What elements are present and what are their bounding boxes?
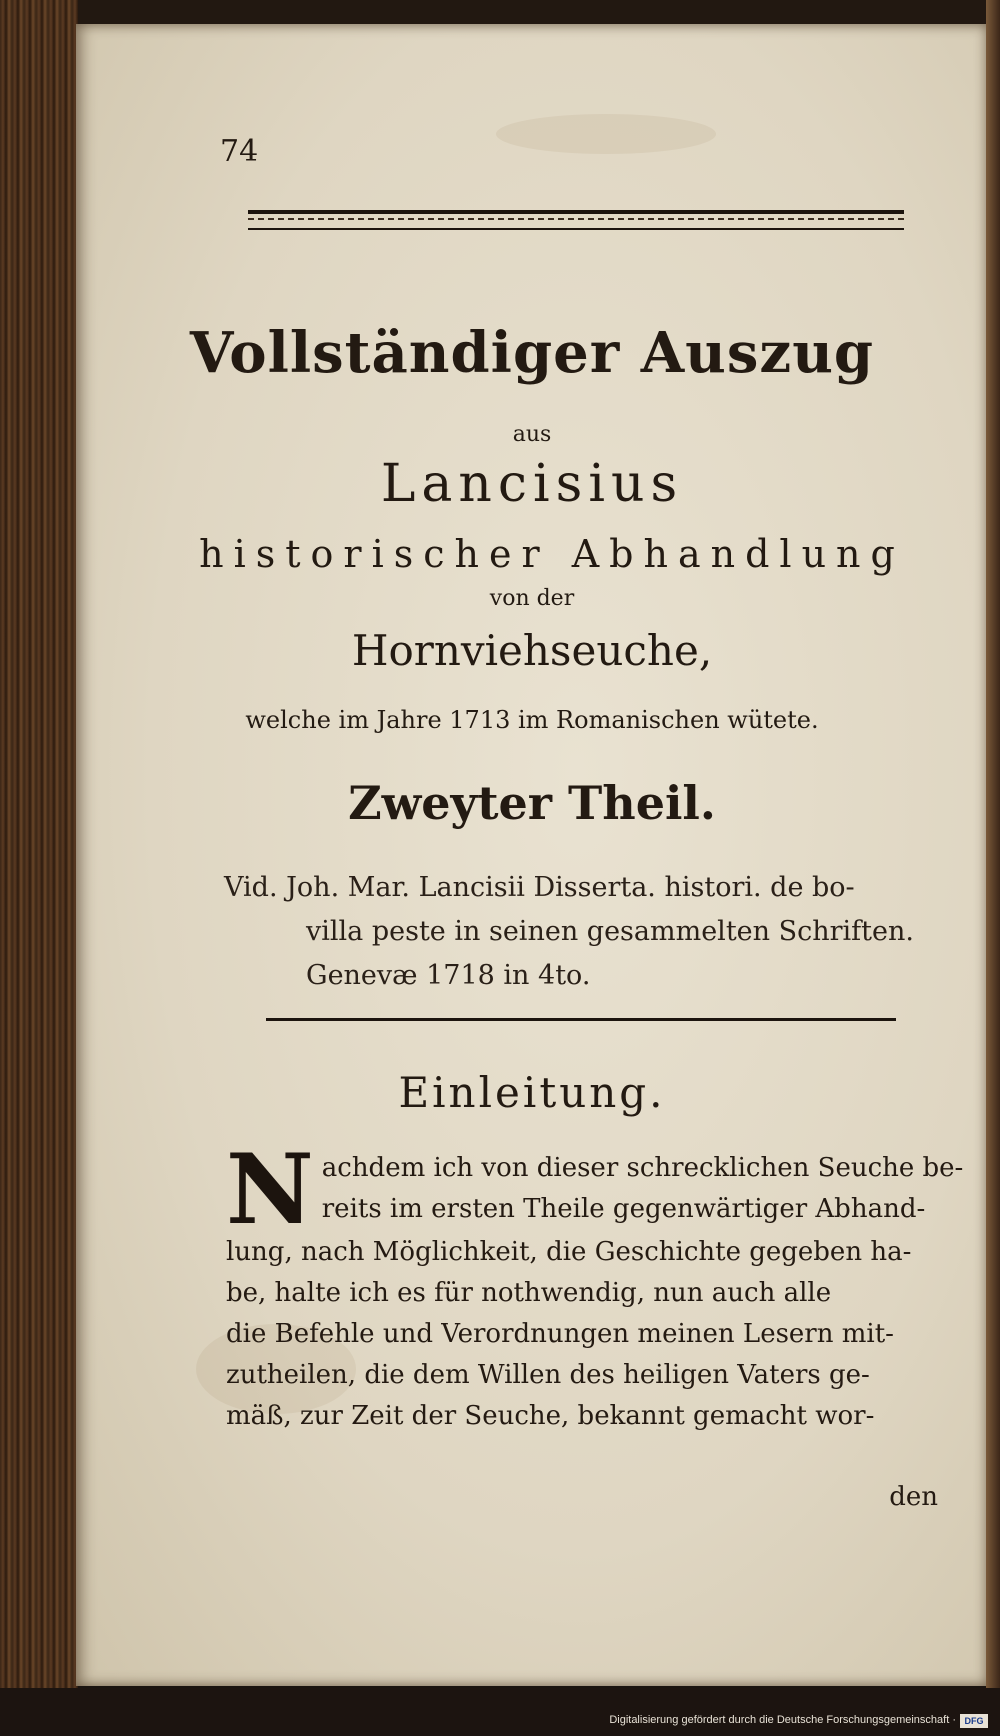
reference-line: Genevæ 1718 in 4to. <box>306 960 591 991</box>
drop-cap: N <box>226 1133 314 1246</box>
page-number: 74 <box>220 134 259 169</box>
catchword: den <box>889 1482 938 1512</box>
intro-heading: Einleitung. <box>398 1068 666 1117</box>
title-line-2: Lancisius <box>380 454 684 514</box>
paper-stain <box>496 114 716 154</box>
footer-bar <box>0 1688 1000 1736</box>
book-page-edges <box>0 0 78 1736</box>
title-line-1: Vollständiger Auszug <box>189 320 875 386</box>
title-line-4: Hornviehseuche, <box>351 626 713 675</box>
body-text <box>226 1133 964 1437</box>
reference-block <box>224 866 914 998</box>
dfg-logo: DFG <box>960 1714 988 1728</box>
reference-line: villa peste in seinen gesammelten Schriften. <box>306 916 914 947</box>
reference-line: Vid. Joh. Mar. Lancisii Disserta. histori. de bo- <box>224 872 855 903</box>
section-rule <box>266 1018 896 1021</box>
part-heading: Zweyter Theil. <box>348 776 716 830</box>
top-edge <box>0 0 1000 26</box>
body-line: reits im ersten Theile gegenwärtiger Abhand- <box>321 1194 926 1224</box>
body-line: achdem ich von dieser schrecklichen Seuche be- <box>321 1153 964 1183</box>
book-page <box>76 24 988 1686</box>
title-von-der: von der <box>489 586 575 611</box>
ornamental-rule <box>248 210 904 230</box>
body-line: be, halte ich es für nothwendig, nun auch alle <box>226 1278 832 1308</box>
digitization-credit: Digitalisierung gefördert durch die Deutsche Forschungsgemeinschaft · <box>609 1714 956 1726</box>
title-line-5: welche im Jahre 1713 im Romanischen wütete. <box>245 706 819 734</box>
page-right-edge <box>986 0 1000 1736</box>
body-line: mäß, zur Zeit der Seuche, bekannt gemacht wor- <box>226 1401 875 1431</box>
title-line-3: historischer Abhandlung <box>199 532 905 576</box>
body-line: zutheilen, die dem Willen des heiligen Vaters ge- <box>226 1360 870 1390</box>
body-line: lung, nach Möglichkeit, die Geschichte gegeben ha- <box>226 1237 912 1267</box>
title-aus: aus <box>512 422 552 447</box>
body-line: die Befehle und Verordnungen meinen Lesern mit- <box>226 1319 894 1349</box>
